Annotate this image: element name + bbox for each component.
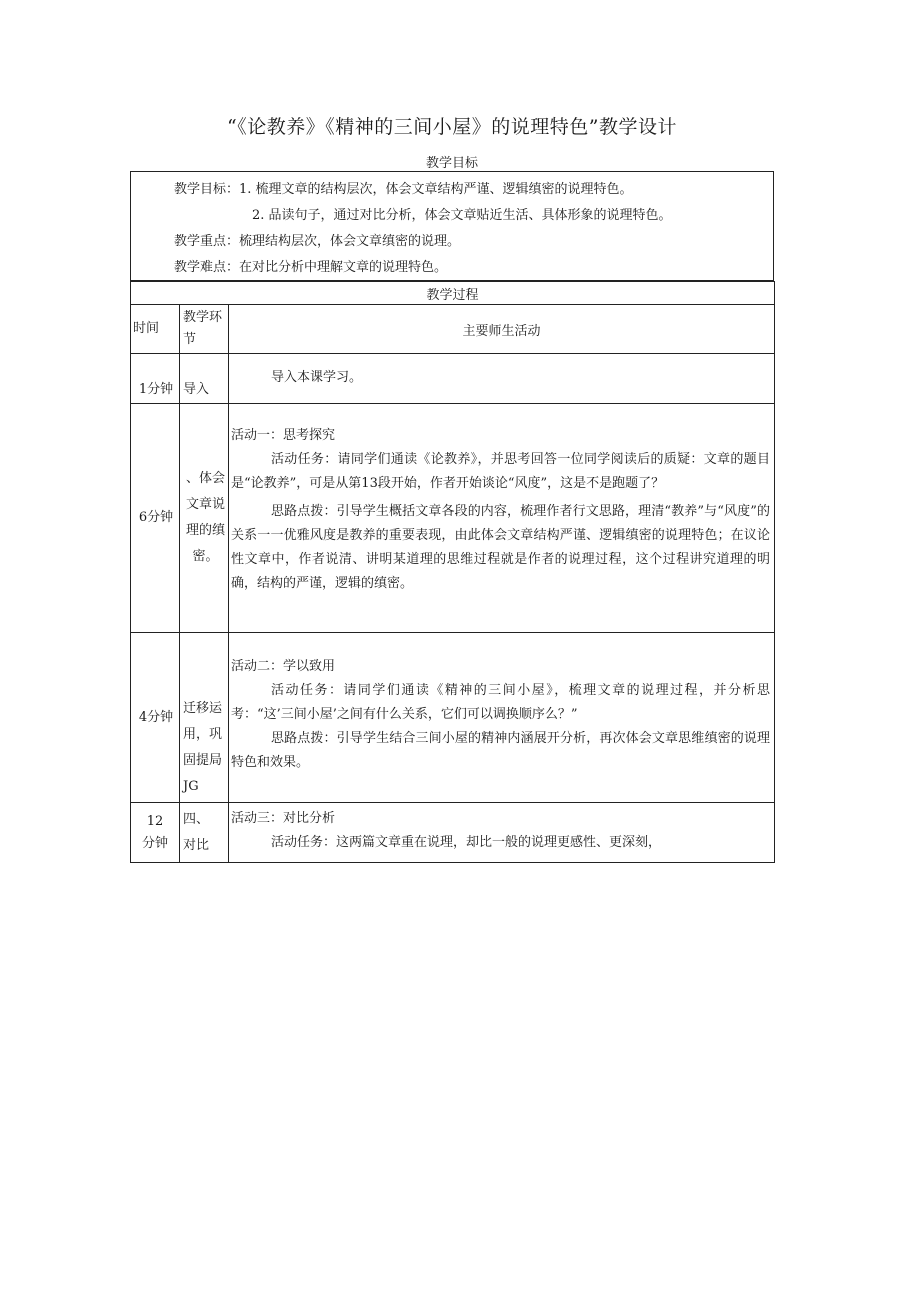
- row-activity-title: 活动三：对比分析: [231, 811, 336, 826]
- row-activity: [229, 354, 775, 404]
- row-time: 6分钟: [131, 404, 180, 633]
- process-header-row: [131, 282, 775, 305]
- table-row: [131, 354, 775, 404]
- header-time: 时间: [131, 305, 180, 354]
- row-activity-title: 活动二：学以致用: [231, 659, 336, 674]
- process-section-label: 教学过程: [131, 282, 775, 305]
- row-hint: 思路点拨：引导学生概括文章各段的内容，梳理作者行文思路，理清“教养”与“风度”的关系一一优雅风度是教养的重要表现，由此体会文章结构严谨、逻辑缜密的说理特色；在议论性文章中，作者说清、讲明某道理的思维过程就是作者的说理过程，这个过程讲究道理的明确，结构的严谨，逻辑的缜密。: [231, 504, 770, 591]
- row-activity: [229, 633, 775, 803]
- row-link: 、体会文章说理的缜密。: [180, 404, 229, 633]
- header-link: 教学环节: [180, 305, 229, 354]
- row-link: 四、对比: [180, 803, 229, 863]
- row-link: 迁移运用，巩固提局JG: [180, 633, 229, 803]
- row-task: 活动任务：请同学们通读《精神的三间小屋》，梳理文章的说理过程，并分析思考：“这’三间小屋’之间有什么关系，它们可以调换顺序么？”: [231, 683, 770, 722]
- row-activity: [229, 404, 775, 633]
- row-task: 活动任务：这两篇文章重在说理，却比一般的说理更感性、更深刻，: [271, 835, 662, 850]
- document-title: “《论教养》《精神的三间小屋》的说理特色”教学设计: [227, 116, 677, 138]
- table-row: [131, 803, 775, 863]
- objective-goal-1: 教学目标：1. 梳理文章的结构层次，体会文章结构严谨、逻辑缜密的说理特色。: [174, 182, 633, 197]
- row-activity: [229, 803, 775, 863]
- row-activity-title: 活动一：思考探究: [231, 428, 336, 443]
- row-hint: 思路点拨：引导学生结合三间小屋的精神内涵展开分析，再次体会文章思维缜密的说理特色和效果。: [231, 731, 770, 770]
- objective-goal-2: 2. 品读句子，通过对比分析，体会文章贴近生活、具体形象的说理特色。: [252, 208, 672, 223]
- row-link: 导入: [180, 354, 229, 404]
- objectives-section-label: 教学目标: [425, 156, 478, 171]
- row-time: 4分钟: [131, 633, 180, 803]
- objectives-box: [130, 171, 774, 281]
- table-row: [131, 633, 775, 803]
- row-time: 12分钟: [131, 803, 180, 863]
- table-row: [131, 404, 775, 633]
- objective-key-point: 教学重点：梳理结构层次，体会文章缜密的说理。: [174, 234, 461, 249]
- process-table: [130, 281, 775, 863]
- column-header-row: [131, 305, 775, 354]
- row-time: 1分钟: [131, 354, 180, 404]
- header-activity: 主要师生活动: [229, 305, 775, 354]
- objective-difficulty: 教学难点：在对比分析中理解文章的说理特色。: [174, 260, 448, 275]
- row-task: 导入本课学习。: [271, 370, 363, 385]
- row-task: 活动任务：请同学们通读《论教养》，并思考回答一位同学阅读后的质疑：文章的题目是“论教养”，可是从第13段开始，作者开始谈论“风度”，这是不是跑题了？: [231, 452, 770, 491]
